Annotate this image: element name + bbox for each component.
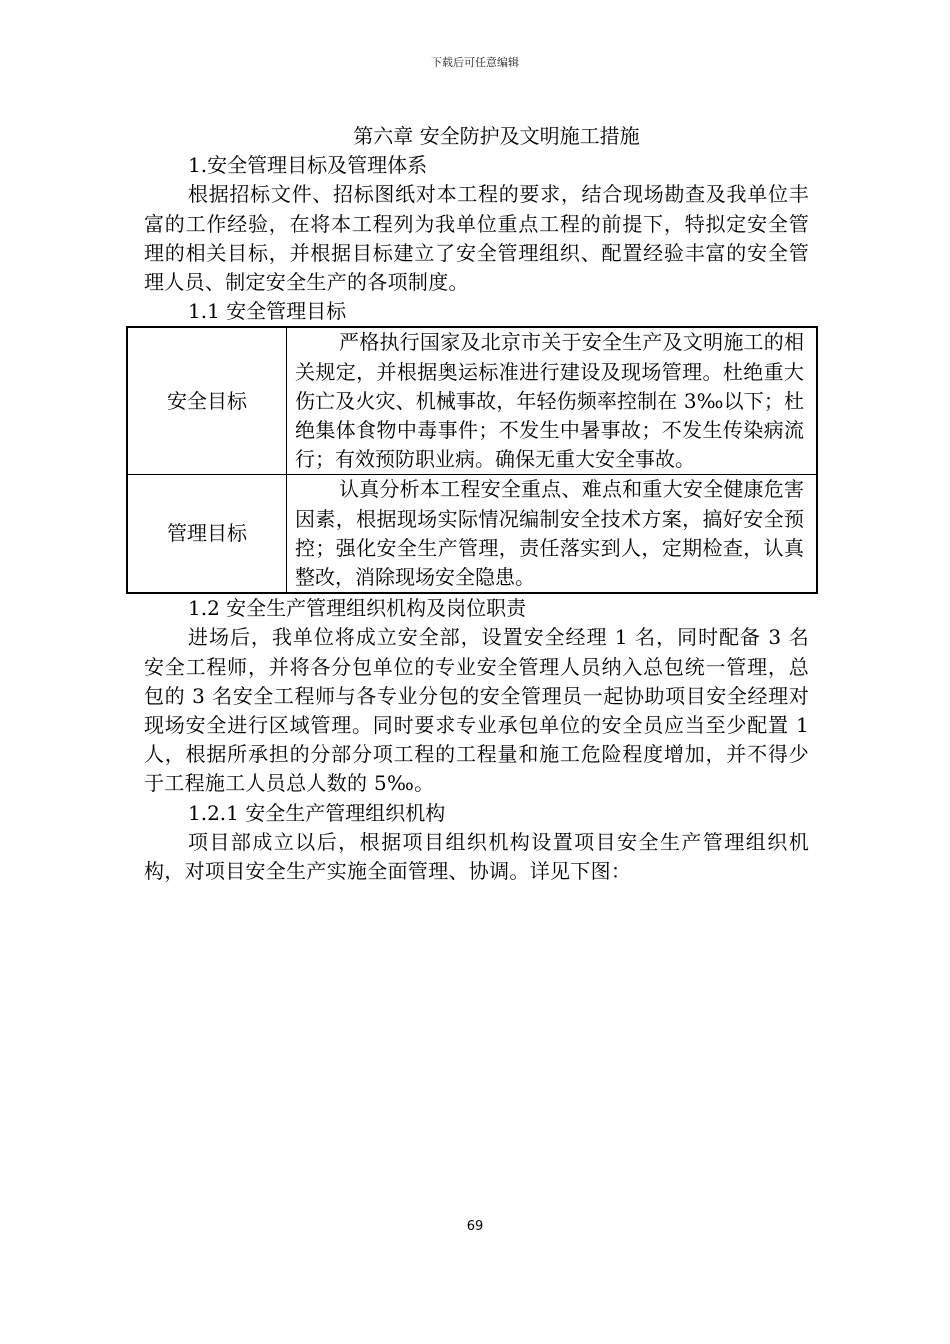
section-1-2-heading: 1.2 安全生产管理组织机构及岗位职责	[188, 596, 527, 621]
section-1-paragraph: 根据招标文件、招标图纸对本工程的要求，结合现场勘查及我单位丰富的工作经验，在将本工程列为我单位重点工程的前提下，特拟定安全管理的相关目标，并根据目标建立了安全管理组织、配置经验丰富的安全管理人员、制定安全生产的各项制度。	[144, 182, 809, 295]
page-number: 69	[466, 1219, 484, 1234]
table-row-label: 安全目标	[127, 327, 287, 475]
section-1-1-heading: 1.1 安全管理目标	[188, 299, 347, 324]
table-row-label: 管理目标	[127, 475, 287, 593]
section-1-2-1-heading: 1.2.1 安全生产管理组织机构	[188, 800, 446, 825]
chapter-title: 第六章 安全防护及文明施工措施	[353, 124, 640, 148]
section-1-heading: 1.安全管理目标及管理体系	[188, 153, 428, 178]
table-row-text: 认真分析本工程安全重点、难点和重大安全健康危害因素，根据现场实际情况编制安全技术方案，搞好安全预控；强化安全生产管理，责任落实到人，定期检查，认真整改，消除现场安全隐患。	[287, 475, 818, 593]
table-row	[127, 475, 817, 593]
page-header-note: 下载后可任意编辑	[431, 56, 519, 69]
safety-targets-table	[126, 326, 818, 594]
section-1-2-paragraph: 进场后，我单位将成立安全部，设置安全经理 1 名，同时配备 3 名安全工程师，并将各分包单位的专业安全管理人员纳入总包统一管理，总包的 3 名安全工程师与各专业分包的安全管理员一起协助项目安全经理对现场安全进行区域管理。同时要求专业承包单位的安全员应当至少配置 1 人，根据所承担的分部分项工程的工程量和施工危险程度增加，并不得少于工程施工人员总人数的 5‰。	[144, 625, 809, 796]
document-body	[144, 122, 809, 886]
table-row	[127, 327, 817, 475]
section-1-2-1-paragraph: 项目部成立以后，根据项目组织机构设置项目安全生产管理组织机构，对项目安全生产实施全面管理、协调。详见下图：	[144, 829, 809, 884]
table-row-text: 严格执行国家及北京市关于安全生产及文明施工的相关规定，并根据奥运标准进行建设及现场管理。杜绝重大伤亡及火灾、机械事故，年轻伤频率控制在 3‰以下；杜绝集体食物中毒事件；不发生中暑事故；不发生传染病流行；有效预防职业病。确保无重大安全事故。	[287, 327, 818, 475]
